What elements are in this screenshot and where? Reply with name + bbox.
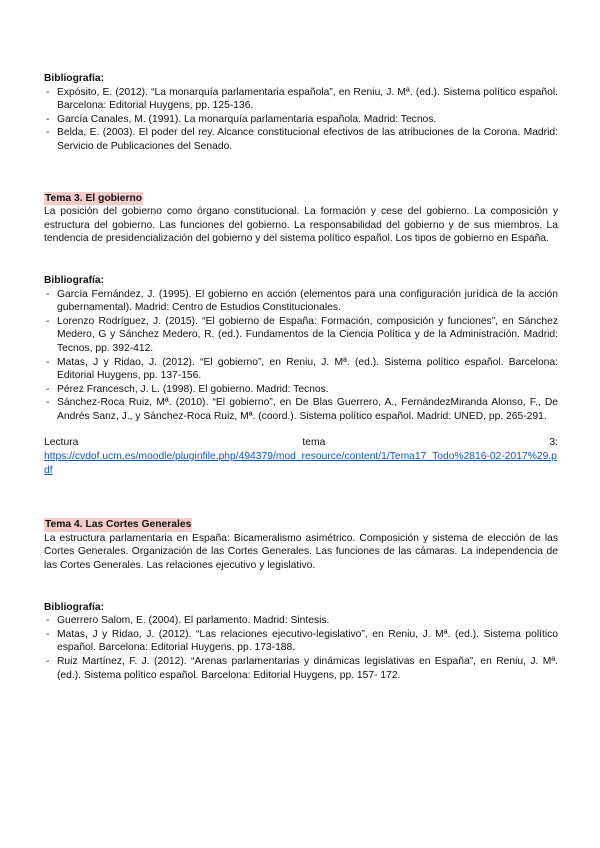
- list-item: [44, 315, 558, 356]
- reference-text: Sánchez-Roca Ruiz, Mª. (2010). “El gobierno”, en De Blas Guerrero, A., FernándezMiranda Alonso, F., De Andrés Sanz, J., y Sánchez-Roca Ruiz, Mª. (coord.). Sistema político español. Madrid: UNED, pp. 265-291.: [57, 397, 558, 422]
- bullet-dash: -: [46, 628, 50, 640]
- lectura-label: [44, 436, 558, 450]
- tema-4-description: La estructura parlamentaria en España: Bicameralismo asimétrico. Composición y sistema de elección de las Cortes Generales. Organización de las Cortes Generales. Las funciones de las cámaras. La independencia de las Cortes Generales. Las relaciones ejecutivo y legislativo.: [44, 532, 558, 572]
- bibliography-list: [44, 614, 558, 682]
- list-item: [44, 383, 558, 397]
- tema-4-section: [44, 518, 558, 572]
- reference-text: Guerrero Salom, E. (2004). El parlamento. Madrid: Sintesis.: [57, 615, 330, 627]
- list-item: [44, 356, 558, 383]
- bibliography-list: [44, 86, 558, 154]
- bullet-dash: -: [46, 127, 50, 139]
- bibliography-list: [44, 288, 558, 424]
- reference-text: Belda, E. (2003). El poder del rey. Alcance constitucional efectivos de las atribuciones de la Corona. Madrid: Servicio de Publicaciones del Senado.: [57, 127, 558, 152]
- lectura-word: Lectura: [44, 437, 79, 449]
- reference-text: Ruiz Martínez, F. J. (2012). “Arenas parlamentarias y dinámicas legislativas en España”, en Reniu, J. Mª. (ed.). Sistema político español. Barcelona: Editorial Huygens, pp. 157- 172.: [57, 656, 558, 681]
- reference-text: García Canales, M. (1991). La monarquía parlamentaria española. Madrid: Tecnos.: [57, 113, 437, 125]
- lectura-link[interactable]: https://cvdof.ucm.es/moodle/pluginfile.php/494379/mod_resource/content/1/Tema17_Todo%2816-02-2017%29.pdf: [44, 451, 557, 476]
- list-item: [44, 113, 558, 127]
- lectura-word: tema: [302, 437, 326, 449]
- bibliography-section-1: [44, 72, 558, 154]
- bibliography-heading: Bibliografía:: [44, 73, 105, 84]
- tema-4-title: Tema 4. Las Cortes Generales: [45, 519, 192, 531]
- reference-text: Expósito, E. (2012). “La monarquía parlamentaria española”, en Reniu, J. Mª. (ed.). Sistema político español. Barcelona: Editorial Huygens, pp. 125-136.: [57, 86, 558, 112]
- bullet-dash: -: [46, 113, 50, 125]
- lectura-section: [44, 436, 558, 477]
- bibliography-section-3: [44, 601, 558, 683]
- list-item: [44, 126, 558, 153]
- bibliography-section-2: [44, 274, 558, 424]
- reference-text: Pérez Francesch, J. L. (1998). El gobierno. Madrid: Tecnos.: [57, 383, 329, 395]
- list-item: [44, 655, 558, 682]
- reference-text: Matas, J y Ridao, J. (2012). “El gobierno”, en Reniu, J. Mª. (ed.). Sistema político español. Barcelona: Editorial Huygens, pp. 137-156.: [57, 356, 558, 382]
- reference-text: Lorenzo Rodríguez, J. (2015). “El gobierno de España: Formación, composición y funciones”, en Sánchez Medero, G y Sánchez Medero, R. (ed.). Fundamentos de la Ciencia Política y de la Administración. Madrid: Tecnos, pp. 392-412.: [57, 315, 558, 354]
- bullet-dash: -: [46, 315, 50, 327]
- document-page: [44, 72, 558, 682]
- reference-text: Matas, J y Ridao, J. (2012). “Las relaciones ejecutivo-legislativo”, en Reniu, J. Mª. (ed.). Sistema político español. Barcelona: Editorial Huygens, pp. 173-188.: [57, 628, 558, 654]
- list-item: [44, 628, 558, 655]
- bibliography-heading: Bibliografía:: [44, 601, 105, 613]
- tema-3-section: [44, 192, 558, 246]
- bullet-dash: -: [46, 356, 50, 368]
- bullet-dash: -: [46, 288, 50, 300]
- list-item: [44, 288, 558, 315]
- bullet-dash: -: [46, 383, 50, 395]
- list-item: [44, 614, 558, 628]
- bibliography-heading: Bibliografía:: [44, 274, 105, 286]
- bullet-dash: -: [46, 397, 50, 409]
- lectura-word: 3:: [549, 437, 558, 449]
- bullet-dash: -: [46, 615, 50, 627]
- tema-3-description: La posición del gobierno como órgano constitucional. La formación y cese del gobierno. La composición y estructura del gobierno. Las funciones del gobierno. La responsabilidad del gobierno y de sus miembros. La tendencia de presidencialización del gobierno y del sistema político español. Los tipos de gobierno en España.: [44, 206, 558, 245]
- list-item: [44, 396, 558, 423]
- bullet-dash: -: [46, 86, 50, 98]
- reference-text: García Fernández, J. (1995). El gobierno en acción (elementos para una configuración jurídica de la acción gubernamental). Madrid: Centro de Estudios Constitucionales.: [57, 288, 558, 314]
- bullet-dash: -: [46, 656, 50, 667]
- tema-3-title: Tema 3. El gobierno: [45, 192, 143, 204]
- list-item: [44, 86, 558, 113]
